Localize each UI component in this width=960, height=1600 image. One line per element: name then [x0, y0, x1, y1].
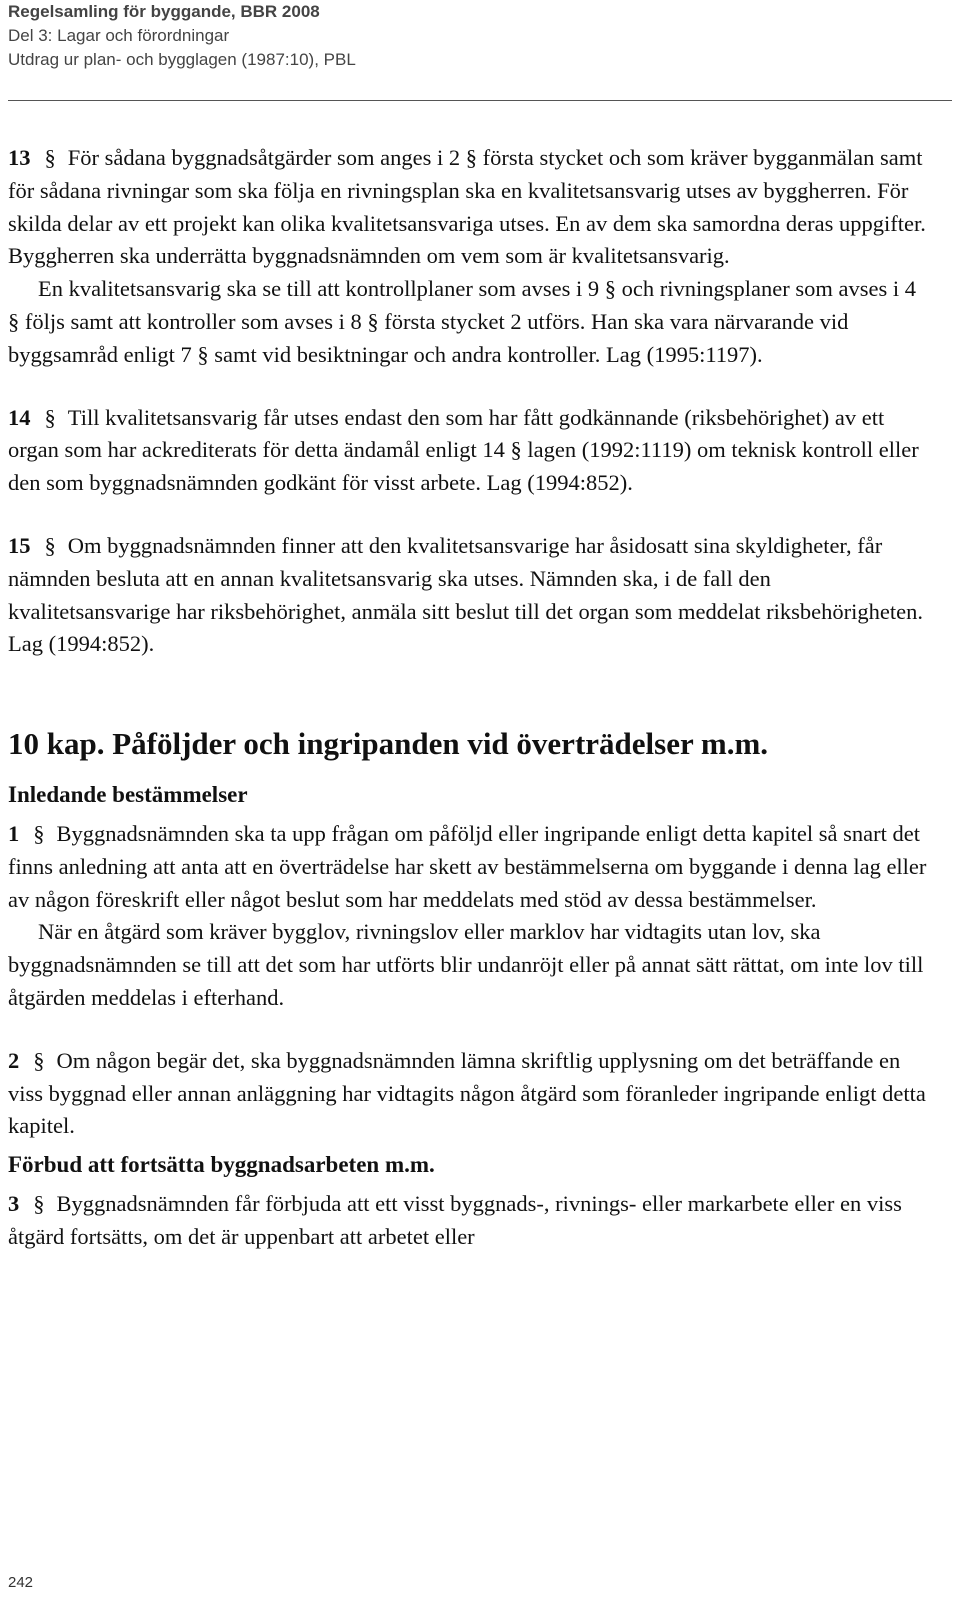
section-symbol: § [44, 404, 56, 430]
section-symbol: § [33, 1190, 45, 1216]
chapter-section-3-paragraph [8, 1188, 932, 1254]
section-text: Om byggnadsnämnden finner att den kvalitetsansvarige har åsidosatt sina skyldigheter, får nämnden besluta att en annan kvalitetsansvarig ska utses. Nämnden ska, i de fall den kvalitetsansvarige har riksbehörighet, anmäla sitt beslut till det organ som meddelat riksbehörigheten. Lag (1994:852). [8, 532, 923, 657]
section-number: 2 [8, 1047, 20, 1073]
header-title: Regelsamling för byggande, BBR 2008 [8, 2, 320, 21]
subheading-prohibition: Förbud att fortsätta byggnadsarbeten m.m. [8, 1152, 435, 1178]
spacer [8, 372, 932, 402]
chapter-section-1-paragraph-2: När en åtgärd som kräver bygglov, rivningslov eller marklov har vidtagits utan lov, ska byggnadsnämnden se till att det som har utförts blir undanröjt eller på annat sätt rättat, om inte lov till åtgärden meddelas i efterhand. [8, 919, 924, 1010]
section-13-paragraph-2: En kvalitetsansvarig ska se till att kontrollplaner som avses i 9 § och rivningsplaner som avses i 4 § följs samt att kontroller som avses i 8 § första stycket 2 utförs. Han ska vara närvarande vid byggsamråd enligt 7 § samt vid besiktningar och andra kontroller. Lag (1995:1197). [8, 276, 916, 367]
section-text: Byggnadsnämnden ska ta upp frågan om påföljd eller ingripande enligt detta kapitel så snart det finns anledning att anta att en överträdelse har skett av bestämmelserna om byggande i denna lag eller av någon föreskrift eller något beslut som har meddelats med stöd av dessa bestämmelser. [8, 820, 927, 912]
spacer [8, 1015, 932, 1045]
subheading-introductory-provisions: Inledande bestämmelser [8, 782, 248, 808]
section-13-paragraph-1 [8, 142, 932, 273]
section-14-paragraph [8, 402, 932, 500]
chapter-section-2-paragraph [8, 1045, 932, 1143]
section-15-paragraph [8, 530, 932, 661]
section-text: Om någon begär det, ska byggnadsnämnden lämna skriftlig upplysning om det beträffande en viss byggnad eller annan anläggning har vidtagits någon åtgärd som föranleder ingripande enligt detta kapitel. [8, 1047, 926, 1139]
header-divider [8, 100, 952, 101]
section-symbol: § [44, 532, 56, 558]
spacer [8, 500, 932, 530]
chapter-section-1-paragraph-1 [8, 818, 932, 916]
section-number: 1 [8, 820, 20, 846]
section-symbol: § [33, 820, 45, 846]
running-header [8, 0, 356, 72]
header-subtitle: Del 3: Lagar och förordningar [8, 26, 230, 45]
section-text: Byggnadsnämnden får förbjuda att ett visst byggnads-, rivnings- eller markarbete eller en viss åtgärd fortsätts, om det är uppenbart att arbetet eller [8, 1190, 902, 1249]
section-text: Till kvalitetsansvarig får utses endast den som har fått godkännande (riksbehörighet) av ett organ som har ackrediterats för detta ändamål enligt 14 § lagen (1992:1119) om teknisk kontroll eller den som byggnadsnämnden godkänt för visst arbete. Lag (1994:852). [8, 404, 919, 496]
page-number: 242 [8, 1574, 34, 1591]
section-symbol: § [33, 1047, 45, 1073]
chapter-title: 10 kap. Påföljder och ingripanden vid överträdelser m.m. [8, 726, 769, 762]
section-symbol: § [44, 145, 56, 170]
section-number: 14 [8, 404, 31, 430]
section-number: 3 [8, 1190, 20, 1216]
section-text: För sådana byggnadsåtgärder som anges i 2 § första stycket och som kräver bygganmälan samt för sådana rivningar som ska följa en rivningsplan ska en kvalitetsansvarig utses av byggherren. För skilda delar av ett projekt kan olika kvalitetsansvariga utses. En av dem ska samordna deras uppgifter. Byggherren ska underrätta byggnadsnämnden om vem som är kvalitetsansvarig. [8, 145, 926, 269]
header-source: Utdrag ur plan- och bygglagen (1987:10), PBL [8, 50, 356, 69]
section-number: 13 [8, 145, 31, 170]
document-body [8, 142, 932, 1254]
section-number: 15 [8, 532, 31, 558]
